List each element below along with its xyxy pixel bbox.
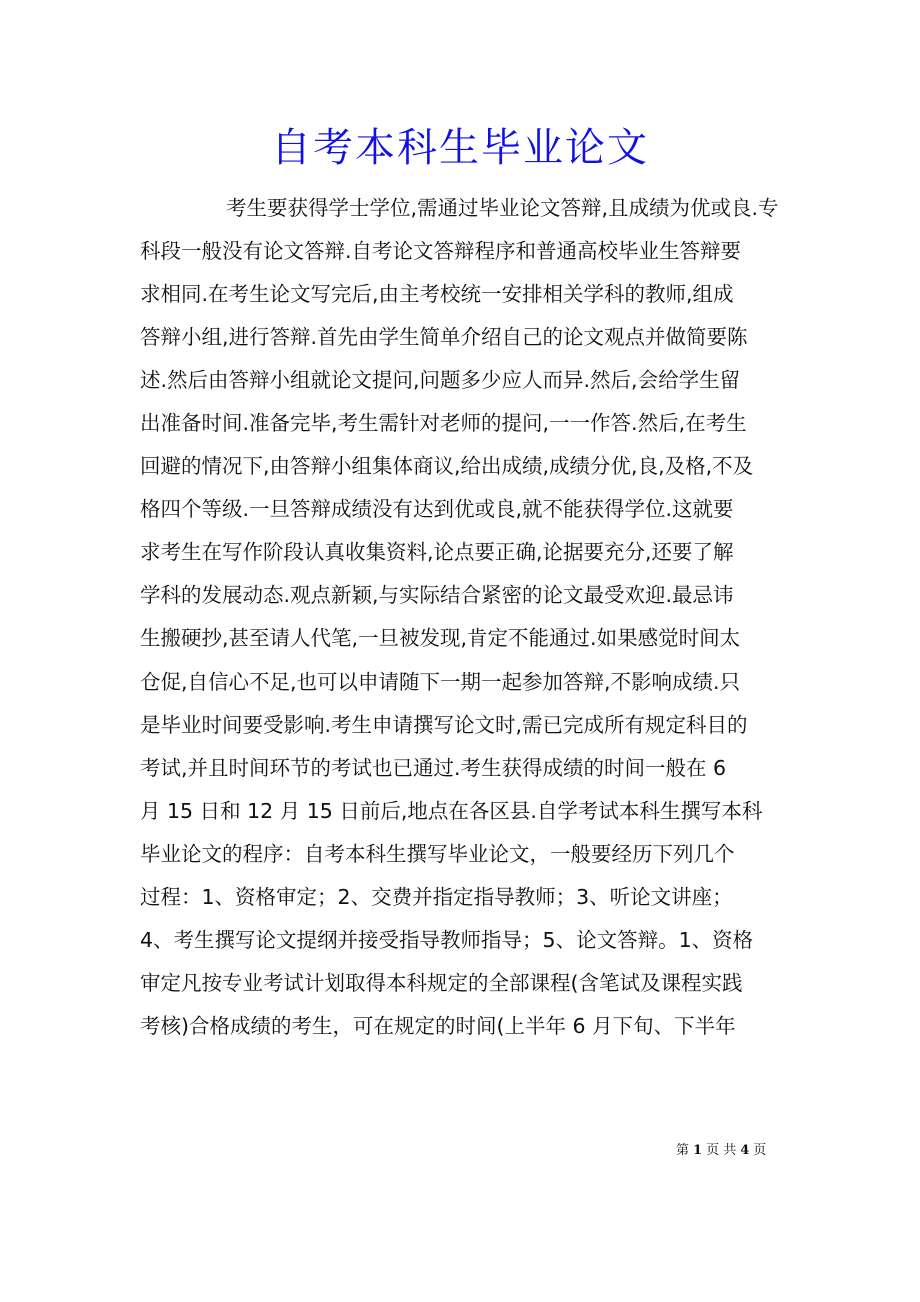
body-line: 考试,并且时间环节的考试也已通过.考生获得成绩的时间一般在 6 [140, 755, 727, 780]
body-line: 述.然后由答辩小组就论文提问,问题多少应人而异.然后,会给学生留 [140, 368, 741, 393]
footer-page-number: 1 [693, 1143, 703, 1158]
body-line: 毕业论文的程序：自考本科生撰写毕业论文，一般要经历下列几个 [140, 841, 735, 866]
body-line: 考生要获得学士学位,需通过毕业论文答辩,且成绩为优或良.专 [226, 196, 779, 220]
footer-prefix: 第 [676, 1143, 690, 1158]
body-line: 科段一般没有论文答辩.自考论文答辩程序和普通高校毕业生答辩要 [140, 239, 742, 264]
body-line: 月 15 日和 12 月 15 日前后,地点在各区县.自学考试本科生撰写本科 [140, 798, 763, 823]
footer-suffix: 页 [753, 1143, 767, 1158]
body-line: 求相同.在考生论文写完后,由主考校统一安排相关学科的教师,组成 [140, 282, 734, 307]
body-line: 出准备时间.准备完毕,考生需针对老师的提问,一一作答.然后,在考生 [140, 411, 747, 436]
body-line: 4、考生撰写论文提纲并接受指导教师指导；5、论文答辩。1、资格 [140, 927, 754, 952]
body-line: 审定凡按专业考试计划取得本科规定的全部课程(含笔试及课程实践 [140, 970, 743, 995]
body-line: 是毕业时间要受影响.考生申请撰写论文时,需已完成所有规定科目的 [140, 712, 748, 737]
body-line: 格四个等级.一旦答辩成绩没有达到优或良,就不能获得学位.这就要 [140, 497, 734, 522]
body-line: 学科的发展动态.观点新颖,与实际结合紧密的论文最受欢迎.最忌讳 [140, 583, 734, 608]
footer-middle: 页 共 [706, 1143, 737, 1158]
body-line: 仓促,自信心不足,也可以申请随下一期一起参加答辩,不影响成绩.只 [140, 669, 741, 694]
body-line: 考核)合格成绩的考生，可在规定的时间(上半年 6 月下旬、下半年 [140, 1013, 736, 1038]
body-line: 求考生在写作阶段认真收集资料,论点要正确,论据要充分,还要了解 [140, 540, 734, 565]
document-title: 自考本科生毕业论文 [271, 125, 649, 171]
body-line: 回避的情况下,由答辩小组集体商议,给出成绩,成绩分优,良,及格,不及 [140, 454, 754, 479]
footer-total-pages: 4 [740, 1143, 750, 1158]
document-body [140, 187, 820, 1048]
body-line: 生搬硬抄,甚至请人代笔,一旦被发现,肯定不能通过.如果感觉时间太 [140, 626, 741, 651]
page-footer [676, 1142, 770, 1160]
body-line: 过程：1、资格审定；2、交费并指定指导教师；3、听论文讲座； [140, 884, 733, 909]
body-line: 答辩小组,进行答辩.首先由学生简单介绍自己的论文观点并做简要陈 [140, 325, 748, 350]
